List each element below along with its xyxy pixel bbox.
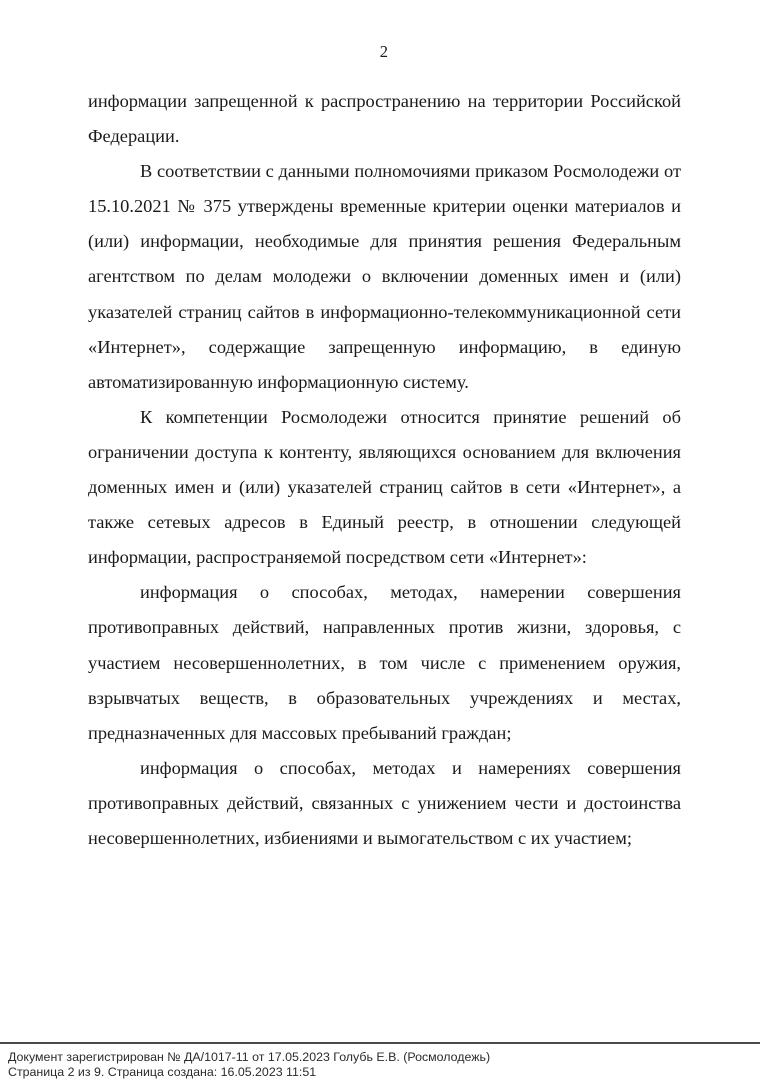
footer-registration-stamp [8,1050,748,1080]
paragraph-2: В соответствии с данными полномочиями приказом Росмолодежи от 15.10.2021 № 375 утверждены временные критерии оценки материалов и (или) информации, необходимые для принятия решения Федеральным агентством по делам молодежи о включении доменных имен и (или) указателей страниц сайтов в информационно-телекоммуникационной сети «Интернет», содержащие запрещенную информацию, в единую автоматизированную информационную систему. [88,161,681,392]
paragraph-3: К компетенции Росмолодежи относится принятие решений об ограничении доступа к контенту, являющихся основанием для включения доменных имен и (или) указателей страниц сайтов в сети «Интернет», а также сетевых адресов в Единый реестр, в отношении следующей информации, распространяемой посредством сети «Интернет»: [88,406,681,568]
footer-registration-line: Документ зарегистрирован № ДА/1017-11 от 17.05.2023 Голубь Е.В. (Росмолодежь) [8,1050,491,1064]
footer-pagination-line: Страница 2 из 9. Страница создана: 16.05.2023 11:51 [8,1065,317,1080]
paragraph-5: информация о способах, методах и намерениях совершения противоправных действий, связанных с унижением чести и достоинства несовершеннолетних, избиениями и вымогательством с их участием; [88,757,681,848]
footer-divider [0,1042,760,1044]
page-number: 2 [379,42,389,61]
paragraph-1: информации запрещенной к распространению на территории Российской Федерации. [88,91,681,147]
paragraph-4: информация о способах, методах, намерении совершения противоправных действий, направленных против жизни, здоровья, с участием несовершеннолетних, в том числе с применением оружия, взрывчатых веществ, в образовательных учреждениях и местах, предназначенных для массовых пребываний граждан; [88,582,681,743]
document-body [88,84,681,856]
